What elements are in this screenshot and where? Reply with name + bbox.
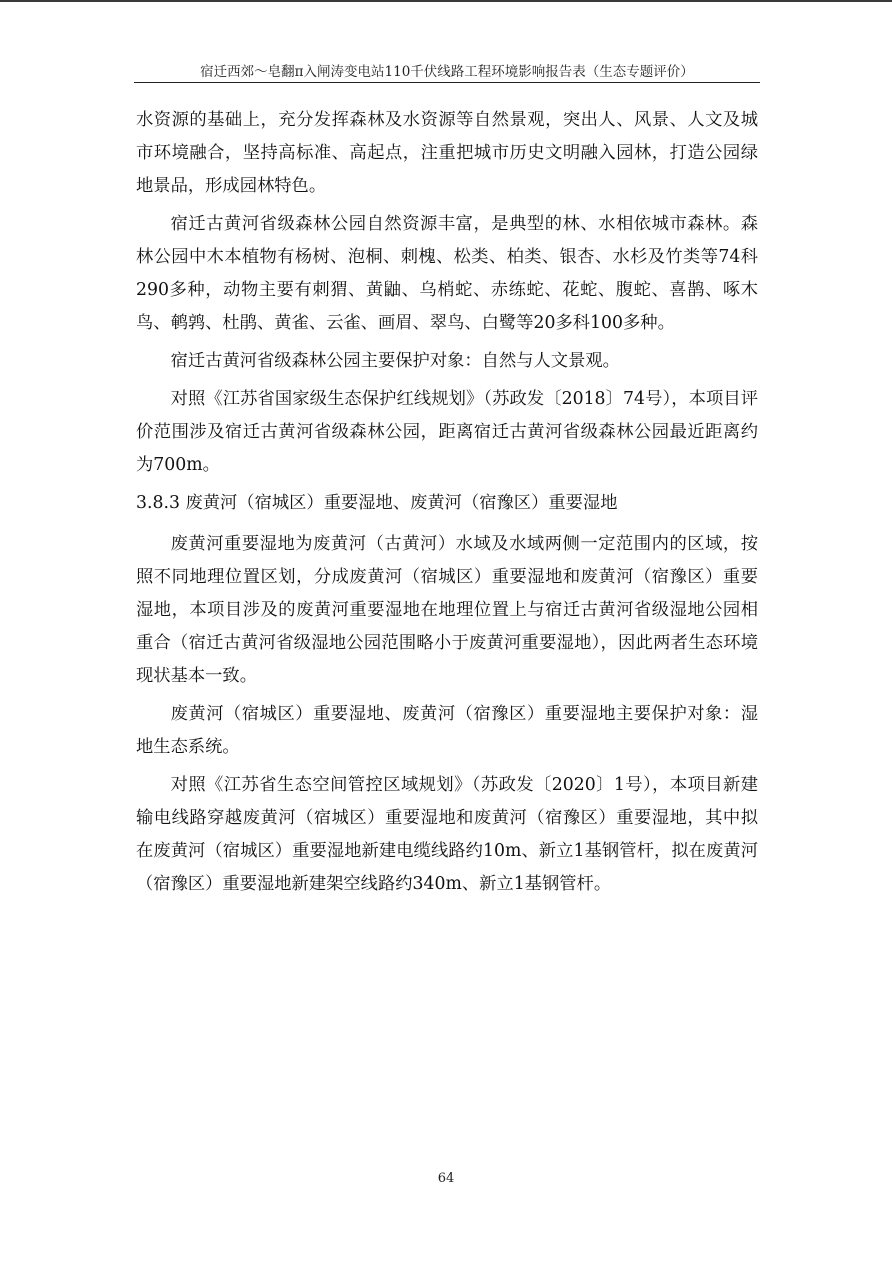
page-top-border <box>0 0 892 2</box>
section-heading-3-8-3: 3.8.3 废黄河（宿城区）重要湿地、废黄河（宿豫区）重要湿地 <box>136 493 618 513</box>
page-number: 64 <box>437 1171 455 1186</box>
header-rule <box>134 82 760 83</box>
document-body <box>136 104 758 906</box>
paragraph-wetland-protection: 废黄河（宿城区）重要湿地、废黄河（宿豫区）重要湿地主要保护对象：湿地生态系统。 <box>136 704 758 757</box>
paragraph-forest-park-resources: 宿迁古黄河省级森林公园自然资源丰富，是典型的林、水相依城市森林。森林公园中木本植物有杨树、泡桐、刺槐、松类、柏类、银杏、水杉及竹类等74科290多种，动物主要有刺猬、黄鼬、乌梢蛇、赤练蛇、花蛇、腹蛇、喜鹊、啄木鸟、鹌鹑、杜鹃、黄雀、云雀、画眉、翠鸟、白鹭等20多科100多种。 <box>136 214 758 333</box>
paragraph-wetland-description: 废黄河重要湿地为废黄河（古黄河）水域及水域两侧一定范围内的区域，按照不同地理位置区划，分成废黄河（宿城区）重要湿地和废黄河（宿豫区）重要湿地，本项目涉及的废黄河重要湿地在地理位置上与宿迁古黄河省级湿地公园相重合（宿迁古黄河省级湿地公园范围略小于废黄河重要湿地），因此两者生态环境现状基本一致。 <box>136 534 758 686</box>
paragraph-continuation: 水资源的基础上，充分发挥森林及水资源等自然景观，突出人、风景、人文及城市环境融合，坚持高标准、高起点，注重把城市历史文明融入园林，打造公园绿地景品，形成园林特色。 <box>136 110 758 196</box>
paragraph-forest-park-distance: 对照《江苏省国家级生态保护红线规划》（苏政发〔2018〕74号），本项目评价范围涉及宿迁古黄河省级森林公园，距离宿迁古黄河省级森林公园最近距离约为700m。 <box>136 389 758 475</box>
paragraph-wetland-crossing: 对照《江苏省生态空间管控区域规划》（苏政发〔2020〕1号），本项目新建输电线路穿越废黄河（宿城区）重要湿地和废黄河（宿豫区）重要湿地，其中拟在废黄河（宿城区）重要湿地新建电缆线路约10m、新立1基钢管杆，拟在废黄河（宿豫区）重要湿地新建架空线路约340m、新立1基钢管杆。 <box>136 775 758 894</box>
paragraph-forest-park-protection: 宿迁古黄河省级森林公园主要保护对象：自然与人文景观。 <box>170 351 620 371</box>
running-header: 宿迁西郊～皂翻π入闸涛变电站110千伏线路工程环境影响报告表（生态专题评价） <box>200 64 694 80</box>
